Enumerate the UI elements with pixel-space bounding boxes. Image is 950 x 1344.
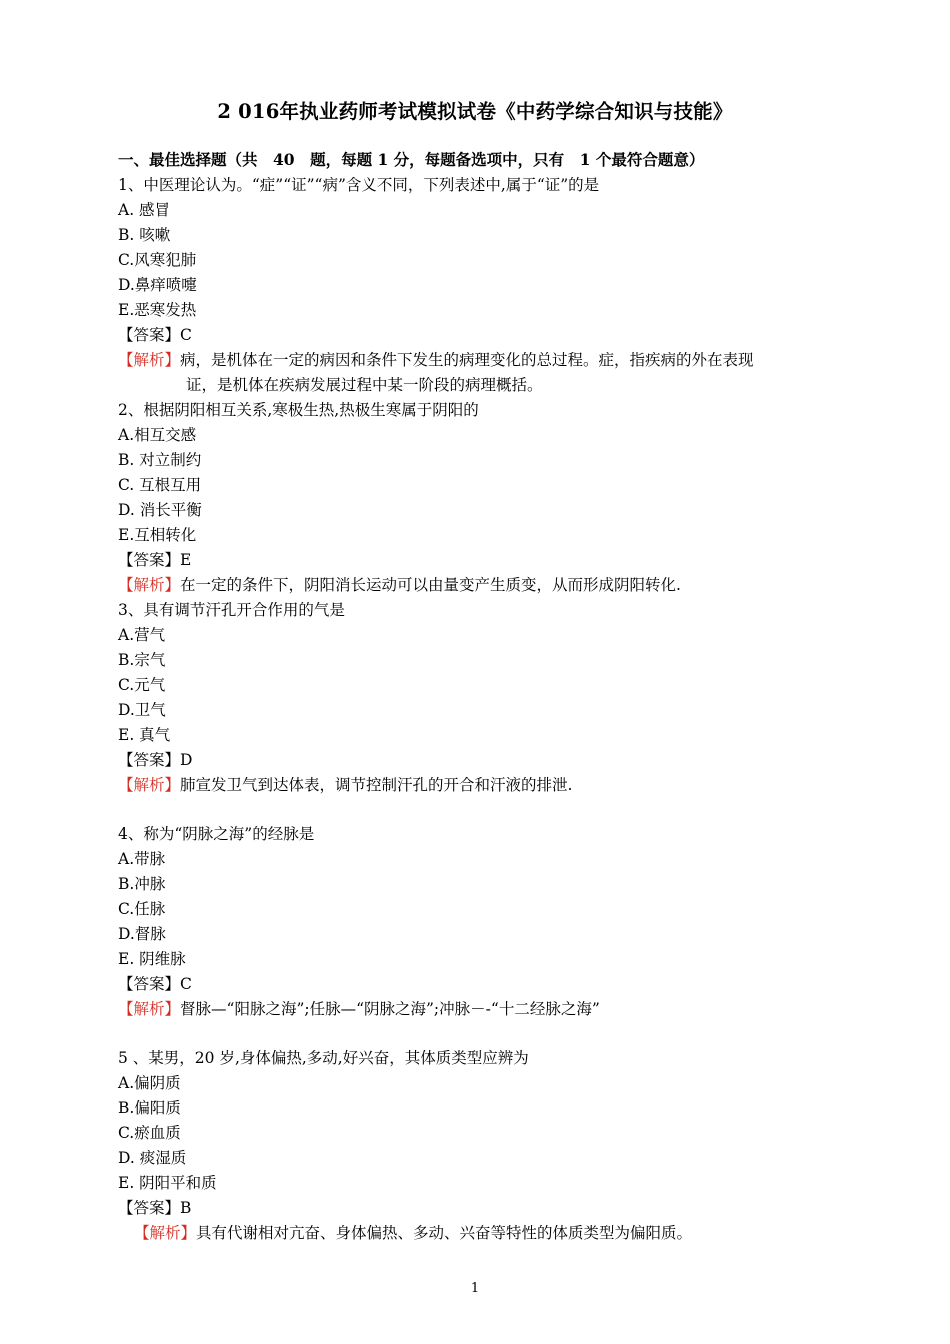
- answer-value: B: [180, 1199, 192, 1217]
- section-heading: 一、最佳选择题（共 40 题，每题 1 分，每题备选项中，只有 1 个最符合题意）: [118, 150, 705, 169]
- question-4-option-b: B.冲脉: [118, 875, 166, 893]
- question-4-option-d: D.督脉: [118, 925, 166, 943]
- analysis-label: 【解析】: [118, 1000, 181, 1018]
- question-3-option-a: A.营气: [118, 626, 166, 644]
- question-2-option-e: E.互相转化: [118, 526, 197, 544]
- question-5-answer: [118, 1198, 191, 1218]
- question-3-option-d: D.卫气: [118, 701, 166, 719]
- question-1-analysis-continued: 证，是机体在疾病发展过程中某一阶段的病理概括。: [186, 376, 543, 394]
- question-2-option-d: D. 消长平衡: [118, 501, 202, 519]
- question-3-answer: [118, 750, 192, 770]
- question-5-option-a: A.偏阴质: [118, 1074, 181, 1092]
- question-1-option-a: A. 感冒: [118, 201, 171, 219]
- question-4-option-a: A.带脉: [118, 850, 166, 868]
- question-5-option-d: D. 痰湿质: [118, 1149, 187, 1167]
- question-5-option-b: B.偏阳质: [118, 1099, 181, 1117]
- question-5-stem: 5 、某男，20 岁,身体偏热,多动,好兴奋，其体质类型应辨为: [118, 1049, 529, 1067]
- question-2-option-b: B. 对立制约: [118, 451, 202, 469]
- analysis-label: 【解析】: [118, 576, 181, 594]
- question-1-option-b: B. 咳嗽: [118, 226, 171, 244]
- question-4-option-e: E. 阴维脉: [118, 950, 186, 968]
- answer-label: 【答案】: [118, 551, 181, 569]
- analysis-text: 督脉—“阳脉之海”;任脉—“阴脉之海”;冲脉－-“十二经脉之海”: [180, 1000, 600, 1018]
- question-1-answer: [118, 325, 192, 345]
- question-3-stem: 3、具有调节汗孔开合作用的气是: [118, 601, 345, 619]
- answer-value: C: [180, 975, 192, 993]
- question-1-analysis: [118, 350, 754, 370]
- question-4-analysis: [118, 999, 600, 1019]
- answer-label: 【答案】: [118, 1199, 181, 1217]
- question-4-answer: [118, 974, 192, 994]
- question-1-stem: 1、中医理论认为。“症”“证”“病”含义不同，下列表述中,属于“证”的是: [118, 176, 600, 194]
- question-4-option-c: C.任脉: [118, 900, 166, 918]
- question-1-option-c: C.风寒犯肺: [118, 251, 197, 269]
- question-5-analysis: [134, 1223, 692, 1243]
- analysis-text: 在一定的条件下，阴阳消长运动可以由量变产生质变，从而形成阴阳转化.: [180, 576, 681, 594]
- document-title: 2 016年执业药师考试模拟试卷《中药学综合知识与技能》: [217, 100, 733, 123]
- analysis-label: 【解析】: [118, 351, 181, 369]
- question-4-stem: 4、称为“阴脉之海”的经脉是: [118, 825, 315, 843]
- answer-label: 【答案】: [118, 326, 181, 344]
- question-2-stem: 2、根据阴阳相互关系,寒极生热,热极生寒属于阴阳的: [118, 401, 479, 419]
- analysis-text: 肺宣发卫气到达体表，调节控制汗孔的开合和汗液的排泄.: [180, 776, 573, 794]
- question-1-option-d: D.鼻痒喷嚏: [118, 276, 197, 294]
- question-3-option-e: E. 真气: [118, 726, 171, 744]
- answer-value: E: [180, 551, 192, 569]
- analysis-label: 【解析】: [134, 1224, 197, 1242]
- page-number: 1: [470, 1281, 480, 1296]
- answer-label: 【答案】: [118, 975, 181, 993]
- analysis-text: 具有代谢相对亢奋、身体偏热、多动、兴奋等特性的体质类型为偏阳质。: [196, 1224, 693, 1242]
- question-1-option-e: E.恶寒发热: [118, 301, 197, 319]
- question-2-option-a: A.相互交感: [118, 426, 197, 444]
- analysis-label: 【解析】: [118, 776, 181, 794]
- question-3-analysis: [118, 775, 572, 795]
- question-2-analysis: [118, 575, 681, 595]
- answer-value: C: [180, 326, 192, 344]
- question-5-option-e: E. 阴阳平和质: [118, 1174, 217, 1192]
- analysis-text: 病，是机体在一定的病因和条件下发生的病理变化的总过程。症，指疾病的外在表现: [180, 351, 754, 369]
- question-3-option-c: C.元气: [118, 676, 166, 694]
- question-5-option-c: C.瘀血质: [118, 1124, 181, 1142]
- answer-value: D: [180, 751, 193, 769]
- question-3-option-b: B.宗气: [118, 651, 166, 669]
- question-2-answer: [118, 550, 191, 570]
- answer-label: 【答案】: [118, 751, 181, 769]
- question-2-option-c: C. 互根互用: [118, 476, 202, 494]
